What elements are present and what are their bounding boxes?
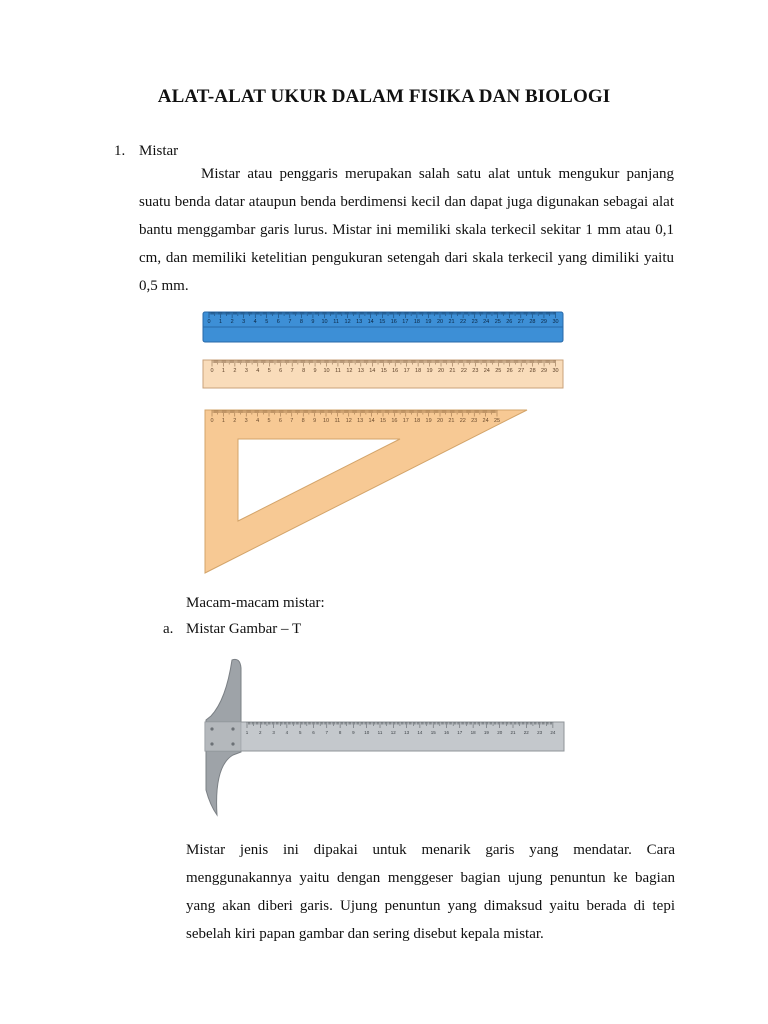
ruler-number: 4: [285, 730, 289, 735]
ruler-number: 19: [425, 319, 432, 325]
ruler-number: 14: [367, 319, 374, 325]
ruler-number: 21: [449, 368, 456, 374]
ruler-number: 12: [344, 319, 351, 325]
ruler-number: 3: [244, 418, 248, 424]
ruler-number: 1: [245, 730, 249, 735]
ruler-number: 12: [346, 368, 353, 374]
ruler-number: 11: [377, 730, 383, 735]
ruler-number: 18: [414, 418, 421, 424]
ruler-number: 6: [279, 368, 283, 374]
ruler-number: 30: [552, 368, 559, 374]
ruler-number: 13: [357, 368, 364, 374]
ruler-number: 15: [379, 418, 387, 424]
ruler-number: 2: [233, 418, 237, 424]
ruler-number: 16: [392, 368, 399, 374]
ruler-number: 17: [457, 730, 463, 735]
ruler-number: 18: [470, 730, 476, 735]
ruler-number: 20: [437, 368, 445, 374]
ruler-number: 19: [425, 418, 432, 424]
ruler-number: 6: [312, 730, 315, 735]
ruler-number: 24: [550, 730, 556, 735]
ruler-number: 10: [323, 368, 330, 374]
t-square-blade: [205, 722, 564, 751]
ruler-number: 6: [276, 319, 280, 325]
ruler-number: 18: [415, 368, 422, 374]
ruler-number: 9: [313, 368, 317, 374]
ruler-number: 0: [207, 319, 211, 325]
ruler-number: 5: [265, 319, 269, 325]
ruler-number: 6: [278, 418, 282, 424]
ruler-number: 23: [471, 319, 478, 325]
document-title: ALAT-ALAT UKUR DALAM FISIKA DAN BIOLOGI: [157, 86, 611, 107]
ruler-number: 25: [495, 368, 502, 374]
ruler-number: 20: [497, 730, 503, 735]
ruler-number: 22: [460, 368, 467, 374]
ruler-number: 16: [390, 319, 397, 325]
ruler-number: 15: [380, 368, 387, 374]
ruler-number: 2: [259, 730, 262, 735]
ruler-number: 8: [299, 319, 303, 325]
ruler-number: 25: [493, 418, 501, 424]
ruler-number: 9: [311, 319, 315, 325]
ruler-number: 19: [426, 368, 433, 374]
ruler-number: 13: [404, 730, 410, 735]
ruler-number: 10: [322, 418, 330, 424]
ruler-number: 23: [471, 418, 478, 424]
ruler-number: 9: [352, 730, 355, 735]
t-square-figure: [205, 659, 564, 815]
ruler-number: 23: [537, 730, 543, 735]
ruler-number: 28: [529, 368, 536, 374]
ruler-number: 29: [540, 319, 548, 325]
ruler-number: 11: [333, 319, 339, 325]
ruler-number: 2: [230, 319, 234, 325]
section-paragraph: Mistar atau penggaris merupakan salah satu alat untuk mengukur panjang suatu benda datar ataupun benda berdimensi kecil dan dapat juga digunakan sebagai alat bantu menggambar garis lurus. Mistar ini memiliki skala terkecil sekitar 1 mm atau 0,1 cm, dan memiliki ketelitian pengukuran setengah dari skala terkecil yang dimiliki yaitu 0,5 mm.: [139, 166, 674, 294]
ruler-number: 29: [540, 368, 548, 374]
ruler-number: 22: [460, 319, 467, 325]
item-paragraph: Mistar jenis ini dipakai untuk menarik garis yang mendatar. Cara menggunakannya yaitu dengan menggeser bagian ujung penuntun ke bagian yang akan diberi garis. Ujung penuntun yang dimaksud yaitu berada di tepi sebelah kiri papan gambar dan sering disebut kepala mistar.: [186, 842, 675, 942]
subheading: Macam-macam mistar:: [186, 595, 325, 611]
ruler-number: 17: [403, 368, 410, 374]
ruler-number: 21: [448, 319, 455, 325]
ruler-number: 24: [482, 418, 489, 424]
ruler-number: 9: [313, 418, 317, 424]
ruler-number: 30: [552, 319, 559, 325]
ruler-number: 24: [483, 319, 490, 325]
t-square-join-plate: [205, 722, 241, 751]
ruler-number: 21: [510, 730, 516, 735]
ruler-number: 20: [436, 418, 444, 424]
ruler-number: 24: [483, 368, 490, 374]
ruler-number: 7: [290, 418, 294, 424]
ruler-number: 4: [256, 418, 260, 424]
ruler-number: 28: [529, 319, 536, 325]
ruler-number: 13: [357, 418, 364, 424]
ruler-number: 17: [402, 418, 409, 424]
ruler-number: 5: [298, 730, 302, 735]
ruler-number: 15: [379, 319, 386, 325]
ruler-number: 0: [210, 418, 214, 424]
ruler-number: 17: [402, 319, 409, 325]
ruler-number: 14: [369, 368, 376, 374]
ruler-number: 10: [364, 730, 370, 735]
ruler-number: 18: [413, 319, 420, 325]
ruler-number: 4: [253, 319, 257, 325]
ruler-number: 2: [233, 368, 237, 374]
ruler-number: 8: [338, 730, 342, 735]
ruler-number: 5: [267, 368, 271, 374]
ruler-number: 22: [459, 418, 466, 424]
ruler-number: 13: [356, 319, 363, 325]
ruler-number: 14: [417, 730, 423, 735]
ruler-number: 1: [221, 368, 225, 374]
set-square: [205, 410, 527, 573]
ruler-number: 4: [256, 368, 260, 374]
ruler-number: 3: [242, 319, 246, 325]
ruler-number: 8: [302, 368, 306, 374]
item-letter: a.: [163, 621, 174, 637]
ruler-number: 0: [210, 368, 214, 374]
ruler-number: 22: [523, 730, 529, 735]
wood-ruler: [203, 360, 563, 388]
ruler-number: 16: [443, 730, 450, 735]
ruler-number: 27: [518, 368, 525, 374]
ruler-number: 7: [288, 319, 292, 325]
ruler-number: 27: [517, 319, 524, 325]
ruler-number: 8: [301, 418, 305, 424]
section-number: 1.: [114, 143, 126, 159]
ruler-number: 7: [290, 368, 294, 374]
ruler-number: 26: [506, 368, 513, 374]
ruler-number: 16: [391, 418, 398, 424]
ruler-number: 10: [321, 319, 328, 325]
ruler-number: 5: [267, 418, 271, 424]
ruler-number: 11: [334, 418, 341, 424]
ruler-number: 3: [244, 368, 248, 374]
ruler-number: 1: [219, 319, 223, 325]
ruler-number: 26: [506, 319, 513, 325]
ruler-number: 11: [335, 368, 341, 374]
ruler-number: 19: [483, 730, 489, 735]
item-label: Mistar Gambar – T: [186, 621, 302, 637]
section-title: Mistar: [139, 143, 179, 159]
ruler-number: 1: [221, 418, 225, 424]
ruler-number: 20: [436, 319, 444, 325]
ruler-number: 12: [345, 418, 352, 424]
ruler-number: 7: [325, 730, 329, 735]
ruler-number: 12: [390, 730, 396, 735]
ruler-number: 21: [448, 418, 455, 424]
ruler-number: 23: [472, 368, 479, 374]
ruler-number: 25: [494, 319, 501, 325]
ruler-number: 14: [368, 418, 375, 424]
rulers-figure: [203, 312, 563, 573]
ruler-number: 3: [272, 730, 275, 735]
ruler-number: 15: [430, 730, 436, 735]
